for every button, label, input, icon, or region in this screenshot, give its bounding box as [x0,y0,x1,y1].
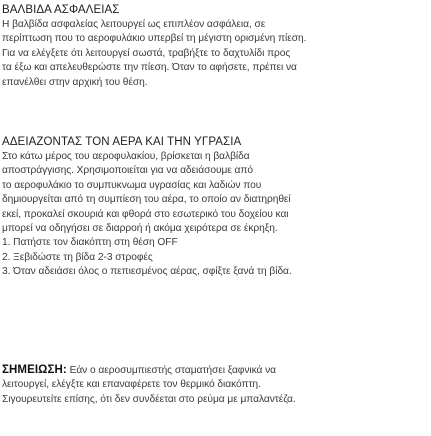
note-first-line-text: Εάν ο αεροσυμπιεστής σταματήσει ξαφνικά να [66,365,277,376]
step-1: 1. Πατήστε τον διακόπτη στη θέση OFF [2,237,178,249]
step-3: 3. Όταν αδειάσει όλος ο πεπιεσμένος αέρας, σφίξτε ξανά τη βίδα. [2,266,292,278]
text-line: Στο κάτω μέρος του αεροφυλακίου, βρίσκεται η βαλβίδα [2,151,250,162]
draining-section [2,135,425,280]
text-line: μπορεί να οδηγήσει σε διαρροή ή ακόμα χειρότερα σε έκρηξη. [2,223,278,235]
note-section [2,363,425,407]
note-label: ΣΗΜΕΙΩΣΗ: [2,364,67,376]
text-line: δημιουργείται από τη συμπίεση του αέρα, το οποίο αν διατηρηθεί [2,194,291,206]
note-paragraph [2,363,425,407]
text-line: λειτουργεί, ελέγξτε και επαναφέρετε τον θερμικό διακόπτη. [2,379,261,391]
note-first-line [2,363,425,378]
text-line: Σιγουρευτείτε επίσης, ότι δεν συνδέεται στο ρεύμα με μπαλαντέζα. [2,393,296,405]
text-line: επανέλθει στην αρχική του θέση. [2,76,148,88]
draining-paragraph [2,150,425,280]
draining-heading: ΑΔΕΙΑΖΟΝΤΑΣ ΤΟΝ ΑΕΡΑ ΚΑΙ ΤΗΝ ΥΓΡΑΣΙΑ [2,136,242,148]
text-line: εκεί, προκαλεί σκουριά και φθορά στο εσωτερικό του δοχείου και [2,208,289,220]
text-line: αποστράγγισης. Χρησιμοποιείται για να αδειάσουμε από [2,165,253,177]
step-2: 2. Ξεβιδώστε τη βίδα 2-3 στροφές [2,251,153,263]
text-line: το αεροφυλάκιο το συμπυκνωμα υγρασίας και λαδιών που [2,179,262,191]
safety-valve-paragraph [2,18,425,90]
safety-valve-section [2,3,425,90]
text-line: Για να ελέγξετε ότι λειτουργεί σωστά, τραβήξτε το δαχτυλίδι προς [2,47,291,59]
safety-valve-heading: ΒΑΛΒΙΔΑ ΑΣΦΑΛΕΙΑΣ [2,4,120,16]
text-line: περίπτωση που το αεροφυλάκιο υπερβεί τη μέγιστη ορισμένη πίεση. [2,33,307,45]
text-line: Η βαλβίδα ασφαλείας λειτουργεί ως επιπλέον ασφάλεια, σε [2,19,266,30]
text-line: τα έξω και απελευθερώστε την πίεση. Όταν το αφήσετε, πρέπει να [2,62,297,74]
